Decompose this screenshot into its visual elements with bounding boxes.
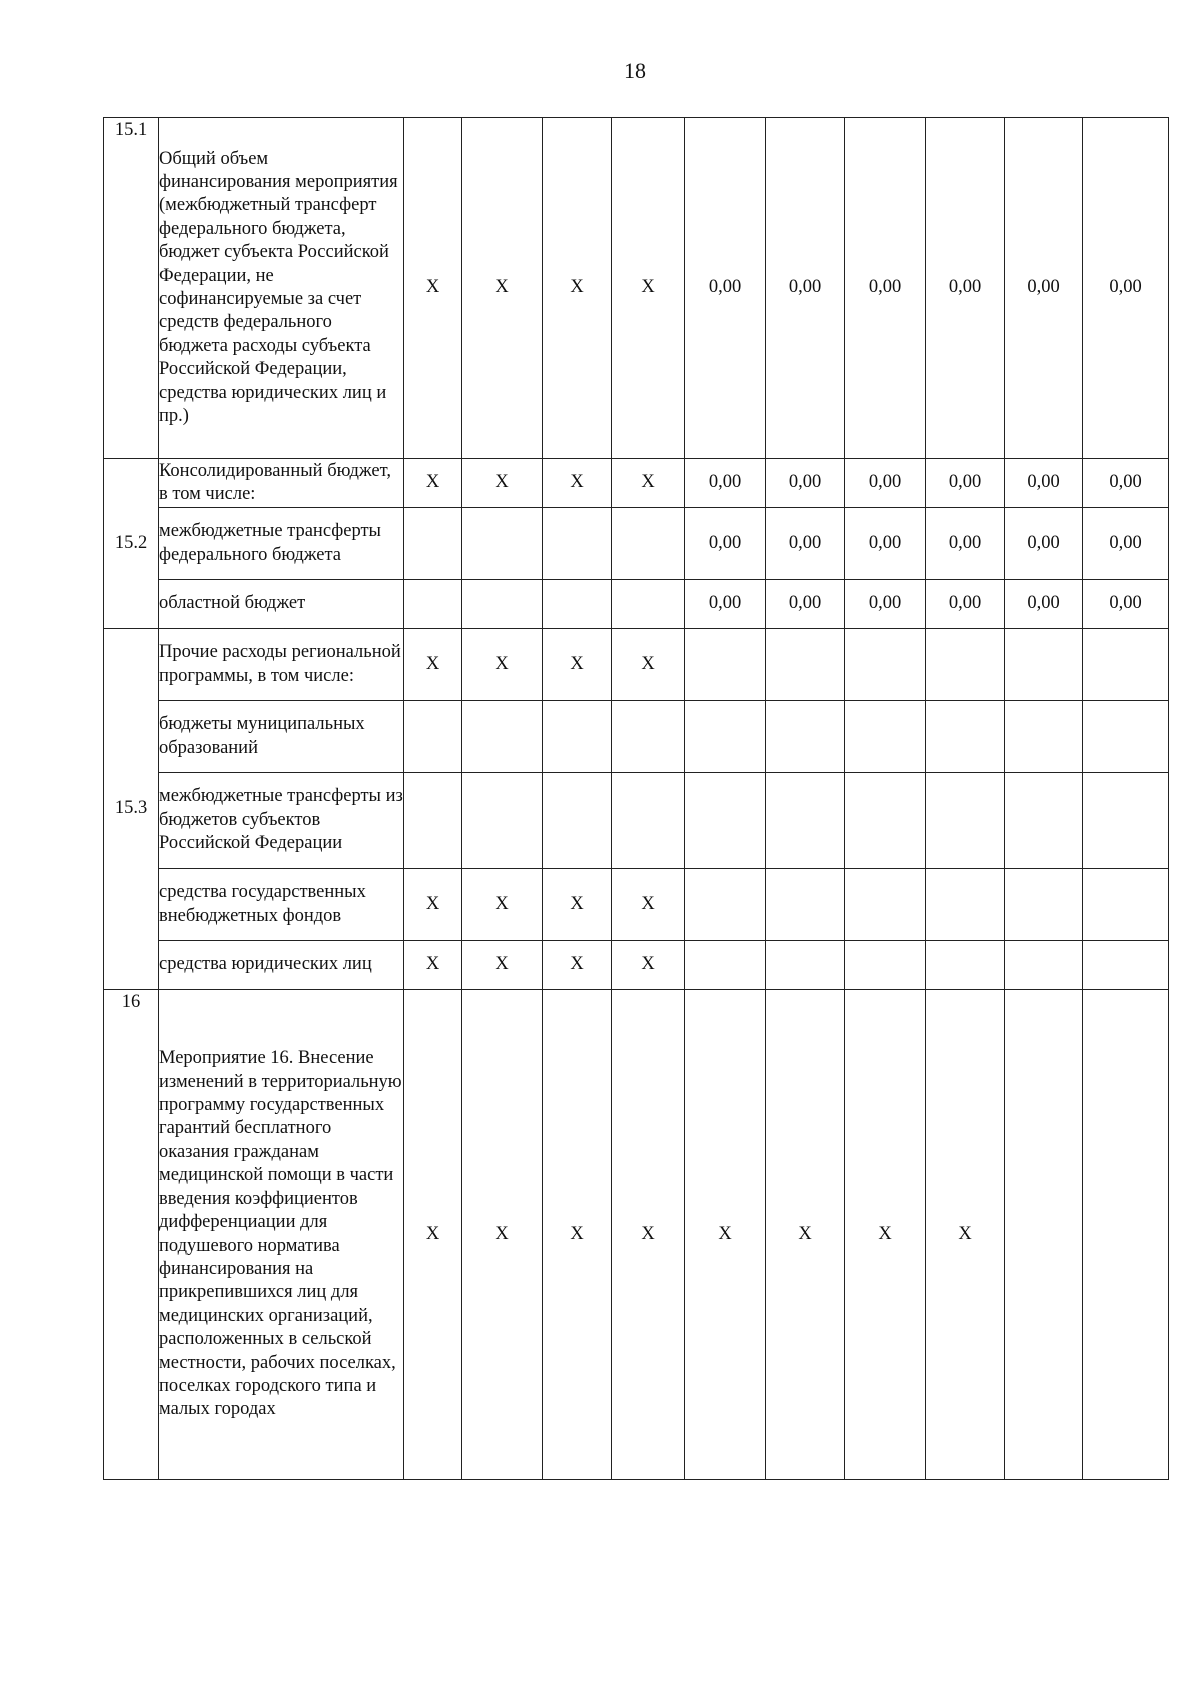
table-cell (404, 773, 462, 869)
table-cell (612, 773, 685, 869)
table-cell: 0,00 (1005, 459, 1083, 508)
table-cell (766, 629, 845, 701)
table-cell: 0,00 (685, 580, 766, 629)
table-cell (926, 629, 1005, 701)
table-cell: 0,00 (845, 459, 926, 508)
table-row (104, 118, 1169, 459)
table-cell (845, 629, 926, 701)
table-cell: X (612, 629, 685, 701)
table-cell (543, 508, 612, 580)
table-cell: 0,00 (766, 459, 845, 508)
table-cell (462, 508, 543, 580)
table-cell (1005, 629, 1083, 701)
table-cell (766, 773, 845, 869)
table-cell: X (462, 941, 543, 990)
table-cell: X (612, 941, 685, 990)
table-cell: X (543, 941, 612, 990)
table-cell (1005, 869, 1083, 941)
table-cell (1083, 773, 1169, 869)
table-cell: 0,00 (1083, 118, 1169, 459)
table-cell (462, 773, 543, 869)
table-cell: X (462, 629, 543, 701)
row-description: Общий объем финансирования мероприятия (межбюджетный трансферт федерального бюджета, бюджет субъекта Российской Федерации, не софинансируемые за счет средств федерального бюджета расходы субъекта Российской Федерации, средства юридических лиц и пр.) (159, 118, 404, 459)
table-cell: X (404, 629, 462, 701)
table-cell: X (462, 118, 543, 459)
table-cell: 0,00 (685, 459, 766, 508)
table-row (104, 580, 1169, 629)
table-cell: X (462, 990, 543, 1480)
table-cell: X (543, 869, 612, 941)
table-cell (685, 701, 766, 773)
page-number: 18 (624, 58, 646, 83)
table-cell (845, 701, 926, 773)
table-cell (1083, 701, 1169, 773)
table-cell: X (404, 990, 462, 1480)
table-row (104, 629, 1169, 701)
table-cell: 0,00 (766, 580, 845, 629)
table-cell (845, 869, 926, 941)
table-cell: X (543, 118, 612, 459)
table-cell (845, 773, 926, 869)
table-cell: 0,00 (926, 580, 1005, 629)
table-cell: X (543, 629, 612, 701)
table-cell (1005, 701, 1083, 773)
table-cell: 0,00 (766, 118, 845, 459)
table-cell (685, 773, 766, 869)
row-number: 16 (104, 990, 159, 1480)
table-cell: 0,00 (845, 508, 926, 580)
row-description: средства юридических лиц (159, 941, 404, 990)
table-cell (926, 773, 1005, 869)
table-cell (543, 773, 612, 869)
table-cell: X (612, 118, 685, 459)
table-cell: 0,00 (1005, 508, 1083, 580)
table-row (104, 773, 1169, 869)
table-cell (543, 580, 612, 629)
row-description: Мероприятие 16. Внесение изменений в территориальную программу государственных гарантий бесплатного оказания гражданам медицинской помощи в части введения коэффициентов дифференциации для подушевого норматива финансирования на прикрепившихся лиц для медицинских организаций, расположенных в сельской местности, рабочих поселках, поселках городского типа и малых городах (159, 990, 404, 1480)
table-cell (1005, 941, 1083, 990)
table-cell (543, 701, 612, 773)
table-cell (1005, 990, 1083, 1480)
table-cell: 0,00 (845, 580, 926, 629)
table-cell (926, 941, 1005, 990)
row-number: 15.1 (104, 118, 159, 459)
table-row (104, 990, 1169, 1480)
table-cell (462, 580, 543, 629)
table-cell: 0,00 (685, 118, 766, 459)
table-cell: X (404, 941, 462, 990)
table-cell (462, 701, 543, 773)
table-cell: X (543, 459, 612, 508)
table-cell: 0,00 (1083, 508, 1169, 580)
table-cell: X (612, 459, 685, 508)
table-cell (685, 869, 766, 941)
table-cell: X (462, 459, 543, 508)
table-cell: X (404, 459, 462, 508)
table-cell (926, 869, 1005, 941)
table-cell (404, 701, 462, 773)
table-row (104, 701, 1169, 773)
table-cell (612, 508, 685, 580)
row-description: межбюджетные трансферты федерального бюджета (159, 508, 404, 580)
table-cell: X (926, 990, 1005, 1480)
table-cell: X (845, 990, 926, 1480)
table-cell: 0,00 (1083, 580, 1169, 629)
table-cell (1083, 629, 1169, 701)
row-description: межбюджетные трансферты из бюджетов субъектов Российской Федерации (159, 773, 404, 869)
table-cell: X (685, 990, 766, 1480)
table-cell (404, 508, 462, 580)
table-cell: X (766, 990, 845, 1480)
table-cell: X (543, 990, 612, 1480)
table-cell: X (462, 869, 543, 941)
table-cell: 0,00 (685, 508, 766, 580)
table-cell: X (612, 990, 685, 1480)
row-number: 15.3 (104, 629, 159, 990)
table-cell (766, 701, 845, 773)
table-row (104, 508, 1169, 580)
table-cell (685, 941, 766, 990)
table-cell (685, 629, 766, 701)
row-description: областной бюджет (159, 580, 404, 629)
table-cell: 0,00 (845, 118, 926, 459)
table-cell: 0,00 (926, 118, 1005, 459)
row-number: 15.2 (104, 459, 159, 629)
table-cell: 0,00 (1005, 580, 1083, 629)
table-cell (766, 869, 845, 941)
table-cell (926, 701, 1005, 773)
table-row (104, 941, 1169, 990)
table-cell: 0,00 (1083, 459, 1169, 508)
table-cell (1083, 941, 1169, 990)
table-cell: 0,00 (926, 459, 1005, 508)
table-cell: 0,00 (766, 508, 845, 580)
table-cell: X (404, 118, 462, 459)
table-cell (612, 580, 685, 629)
table-cell: 0,00 (1005, 118, 1083, 459)
table-cell (766, 941, 845, 990)
table-cell (1083, 869, 1169, 941)
table-cell (404, 580, 462, 629)
table-cell (1083, 990, 1169, 1480)
table-body (104, 118, 1169, 1480)
table-cell (1005, 773, 1083, 869)
table-cell: X (404, 869, 462, 941)
table-cell: X (612, 869, 685, 941)
table-cell (845, 941, 926, 990)
row-description: Прочие расходы региональной программы, в том числе: (159, 629, 404, 701)
table-row (104, 869, 1169, 941)
row-description: Консолидированный бюджет, в том числе: (159, 459, 404, 508)
row-description: бюджеты муниципальных образований (159, 701, 404, 773)
financing-table (103, 117, 1169, 1480)
table-row (104, 459, 1169, 508)
table-cell (612, 701, 685, 773)
row-description: средства государственных внебюджетных фондов (159, 869, 404, 941)
table-cell: 0,00 (926, 508, 1005, 580)
